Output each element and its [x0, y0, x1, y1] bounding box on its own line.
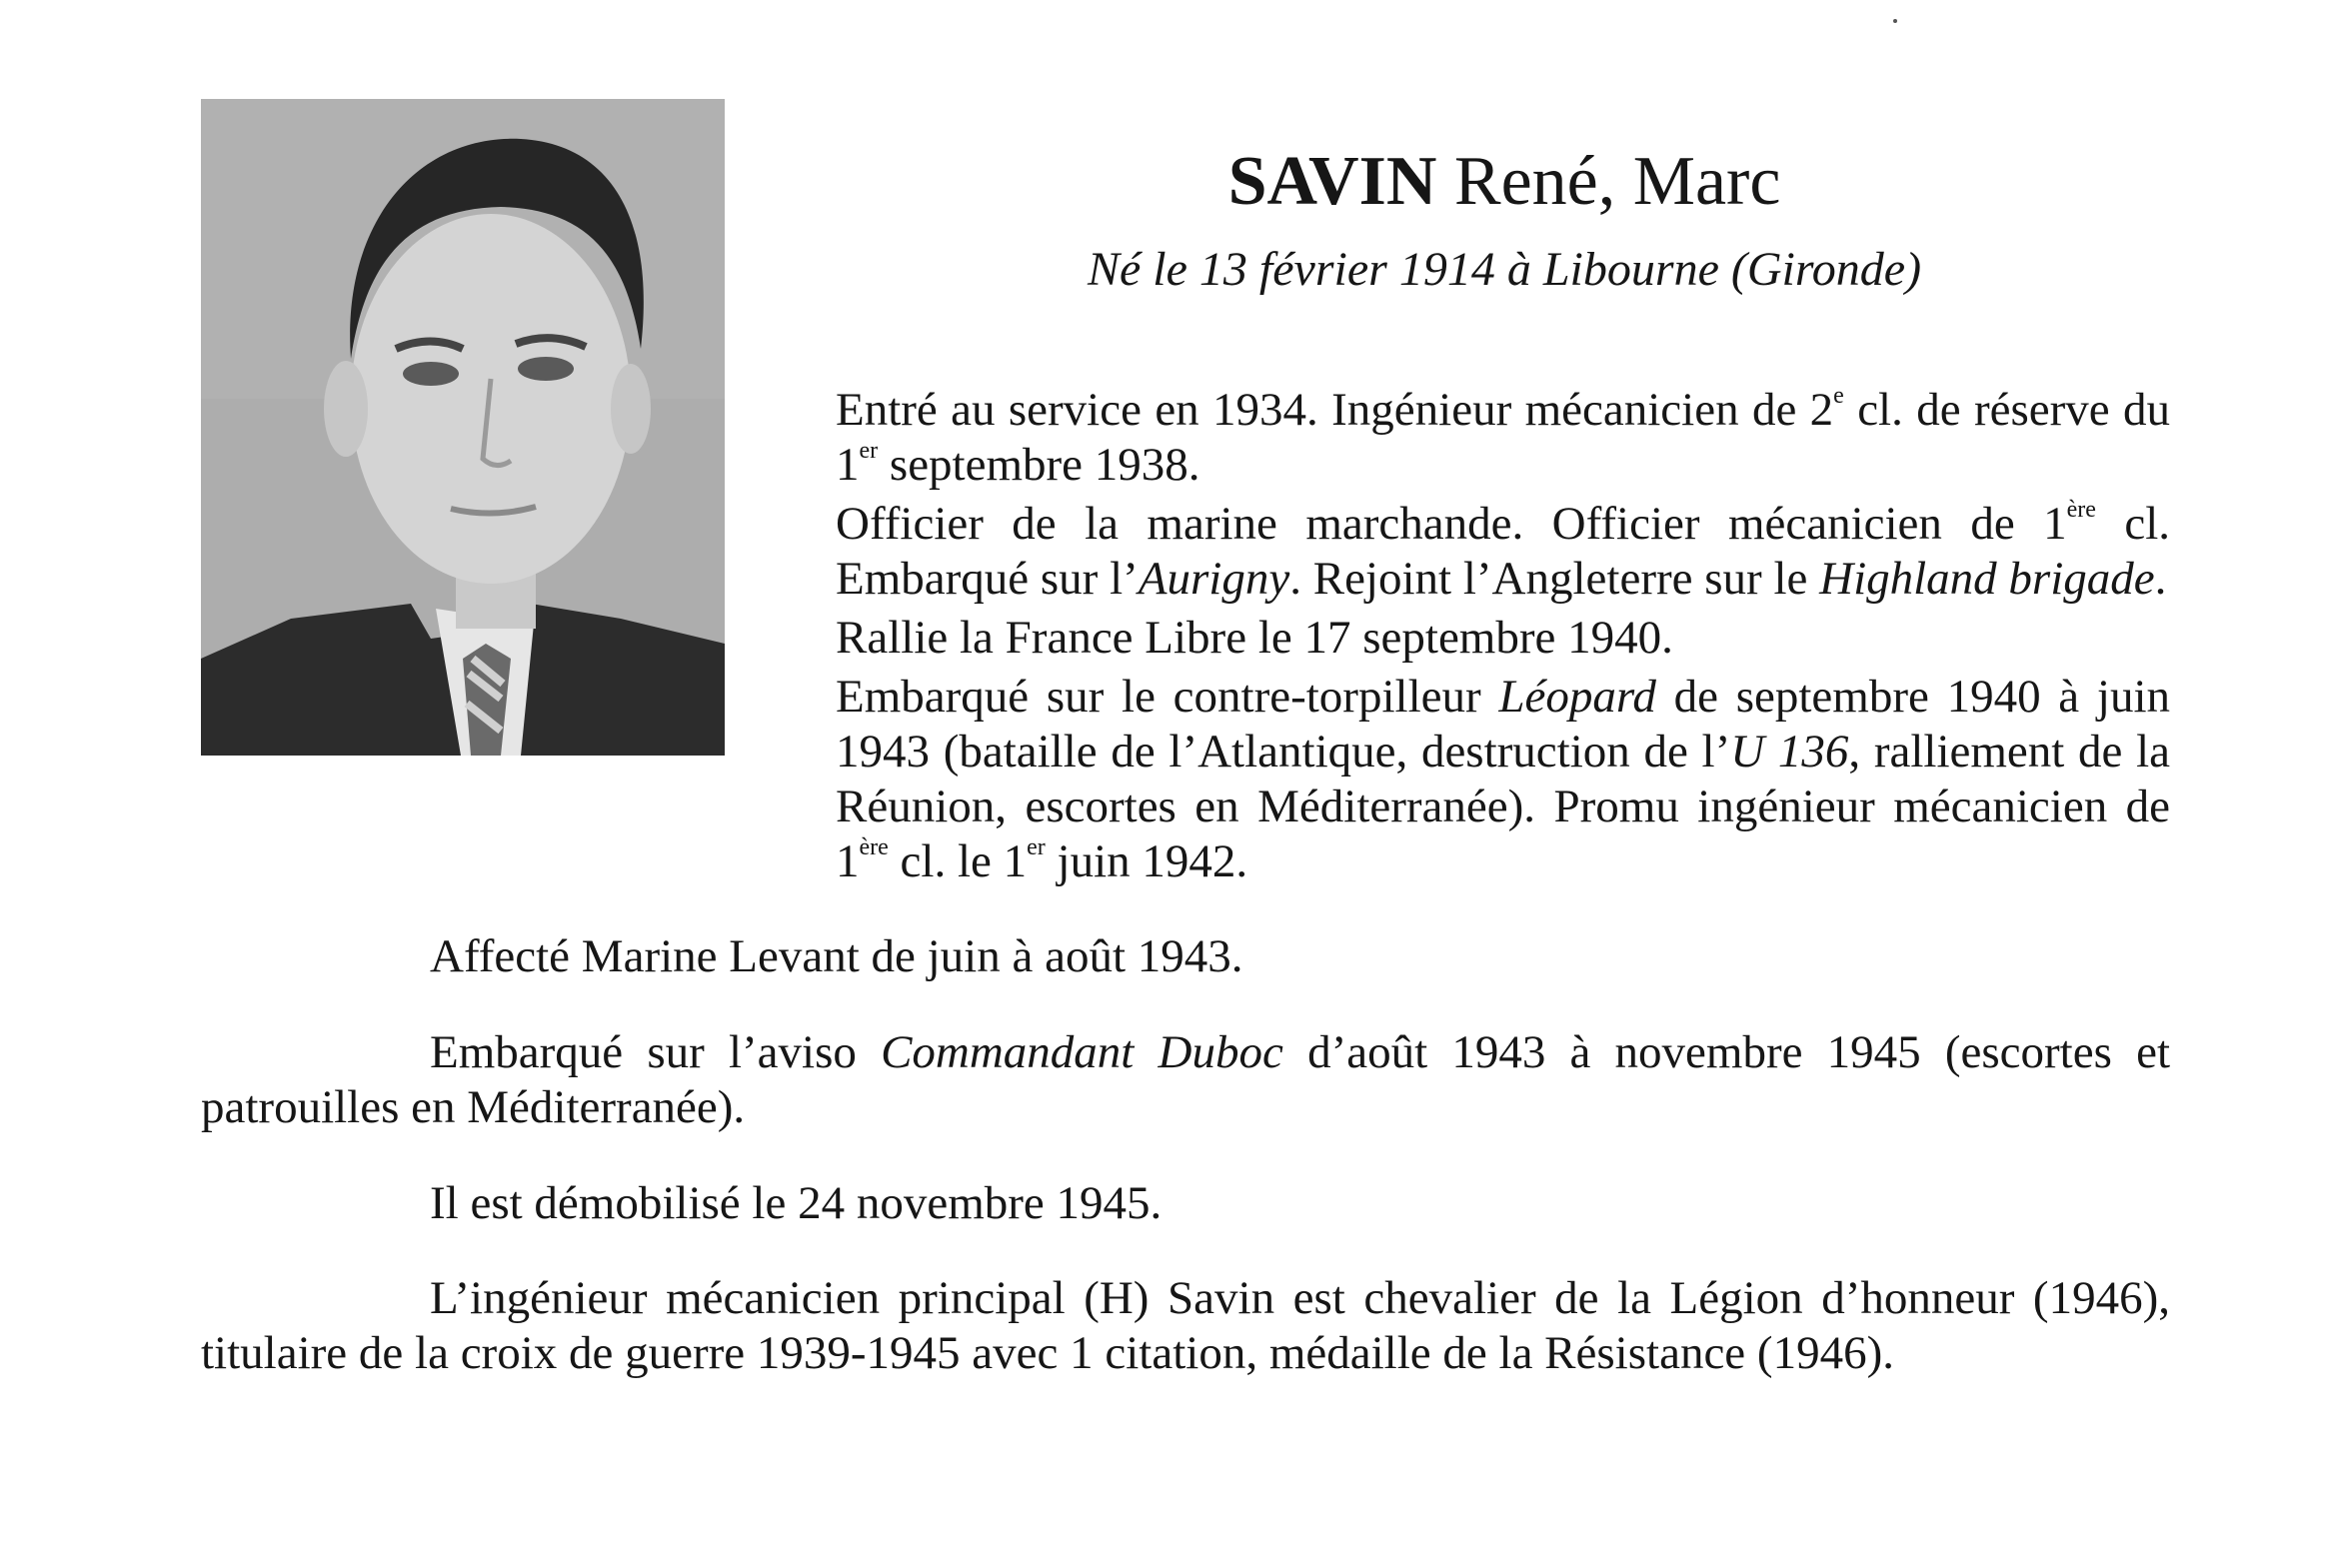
biography-paragraph-6 [201, 1025, 2170, 1135]
superscript: ère [859, 834, 889, 860]
text-run: cl. le 1 [888, 835, 1028, 887]
text-run: , ralliement de la Réunion, escortes en Méditerranée). Promu ingénieur mécanicien de 1 [836, 726, 2170, 887]
text-run: Entré au service en 1934. Ingénieur mécanicien de 2 [836, 384, 1834, 436]
ship-name: Léopard [1498, 671, 1656, 723]
text-run: cl. Embarqué sur l’ [836, 498, 2171, 605]
ship-name: Aurigny [1138, 553, 1290, 605]
person-name [800, 140, 2209, 224]
superscript: e [1833, 383, 1844, 409]
biography-paragraph-5 [201, 929, 2170, 984]
paragraph-text [201, 1025, 2170, 1135]
bio-paragraph-3: Rallie la France Libre le 17 septembre 1940. [836, 612, 1673, 664]
text-run: Embarqué sur le contre-torpilleur [836, 671, 1499, 723]
given-names: René, Marc [1453, 143, 1781, 220]
superscript: er [859, 438, 879, 464]
bio-paragraph-1 [836, 383, 2170, 493]
surname: SAVIN [1227, 143, 1437, 220]
text-run: septembre 1938. [878, 439, 1200, 491]
portrait-photo-icon [201, 99, 725, 756]
text-run: . Rejoint l’Angleterre sur le [1289, 553, 1820, 605]
ship-name: Commandant Duboc [881, 1026, 1283, 1078]
birth-info: Né le 13 février 1914 à Libourne (Gironde) [1087, 243, 1922, 296]
scan-speck [1893, 19, 1897, 23]
text-run: d’août 1943 à novembre 1945 (escortes et patrouilles en Méditerranée). [201, 1026, 2171, 1133]
ship-name: Highland brigade [1819, 553, 2155, 605]
ship-name: U 136 [1730, 726, 1849, 778]
biography-paragraph-7 [201, 1176, 2170, 1231]
biography-upper [836, 383, 2170, 893]
bio-paragraph-4 [836, 670, 2170, 889]
text-run: Officier de la marine marchande. Officier mécanicien de 1 [836, 498, 2067, 550]
paragraph-text: Affecté Marine Levant de juin à août 1943. [430, 930, 1243, 982]
paragraph-text: L’ingénieur mécanicien principal (H) Savin est chevalier de la Légion d’honneur (1946), titulaire de la croix de guerre 1939-1945 avec 1 citation, médaille de la Résistance (1946). [201, 1272, 2170, 1379]
text-run: de septembre 1940 à juin 1943 (bataille de l’Atlantique, destruction de l’ [836, 671, 2171, 778]
biography-paragraph-8 [201, 1271, 2170, 1381]
portrait-photo [201, 99, 725, 756]
text-run: cl. de réserve du 1 [836, 384, 2170, 491]
paragraph-text: Il est démobilisé le 24 novembre 1945. [430, 1177, 1163, 1229]
text-run: Embarqué sur l’aviso [430, 1026, 882, 1078]
superscript: er [1027, 834, 1046, 860]
text-run: juin 1942. [1045, 835, 1248, 887]
text-run: . [2154, 553, 2167, 605]
bio-paragraph-2 [836, 497, 2170, 607]
superscript: ère [2066, 497, 2096, 523]
